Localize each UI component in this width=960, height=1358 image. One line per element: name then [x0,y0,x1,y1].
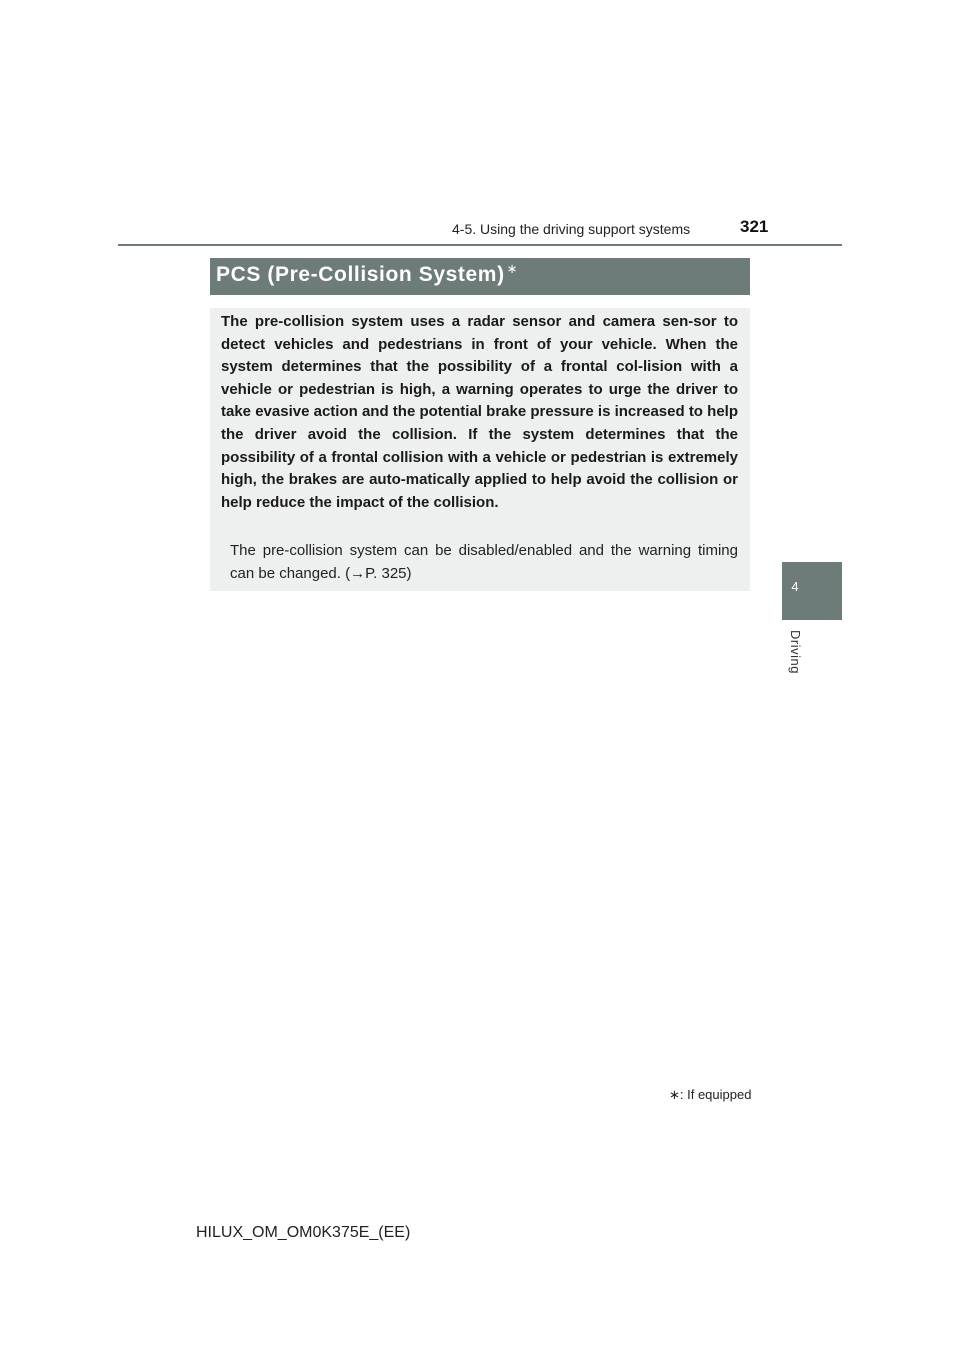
section-title-bar [210,258,750,295]
section-title [216,263,518,287]
intro-box [210,308,750,591]
chapter-label-text: Driving [788,630,803,674]
section-title-text: PCS (Pre-Collision System) [216,263,505,286]
chapter-label [782,630,808,690]
section-heading: 4-5. Using the driving support systems [452,221,691,237]
intro-paragraph: The pre-collision system uses a radar sensor and camera sen-sor to detect vehicles and pedestrians in front of your vehicle. When the system determines that the possibility of a frontal col-lision with a vehicle or pedestrian is high, a warning operates to urge the driver to take evasive action and the potential brake pressure is increased to help the driver avoid the collision. If the system determines that the possibility of a frontal collision with a vehicle or pedestrian is extremely high, the brakes are auto-matically applied to help avoid the collision or help reduce the impact of the collision. [221,313,738,511]
page-number: 321 [740,217,769,236]
equipped-mark: ∗ [506,261,519,276]
chapter-tab [782,562,842,620]
chapter-number: 4 [791,579,799,594]
document-code: HILUX_OM_OM0K375E_(EE) [196,1224,411,1241]
footnote: ∗: If equipped [669,1087,752,1102]
header-divider [118,244,842,246]
intro-note: The pre-collision system can be disabled/enabled and the warning timing can be changed. (→P. 325) [230,542,738,582]
